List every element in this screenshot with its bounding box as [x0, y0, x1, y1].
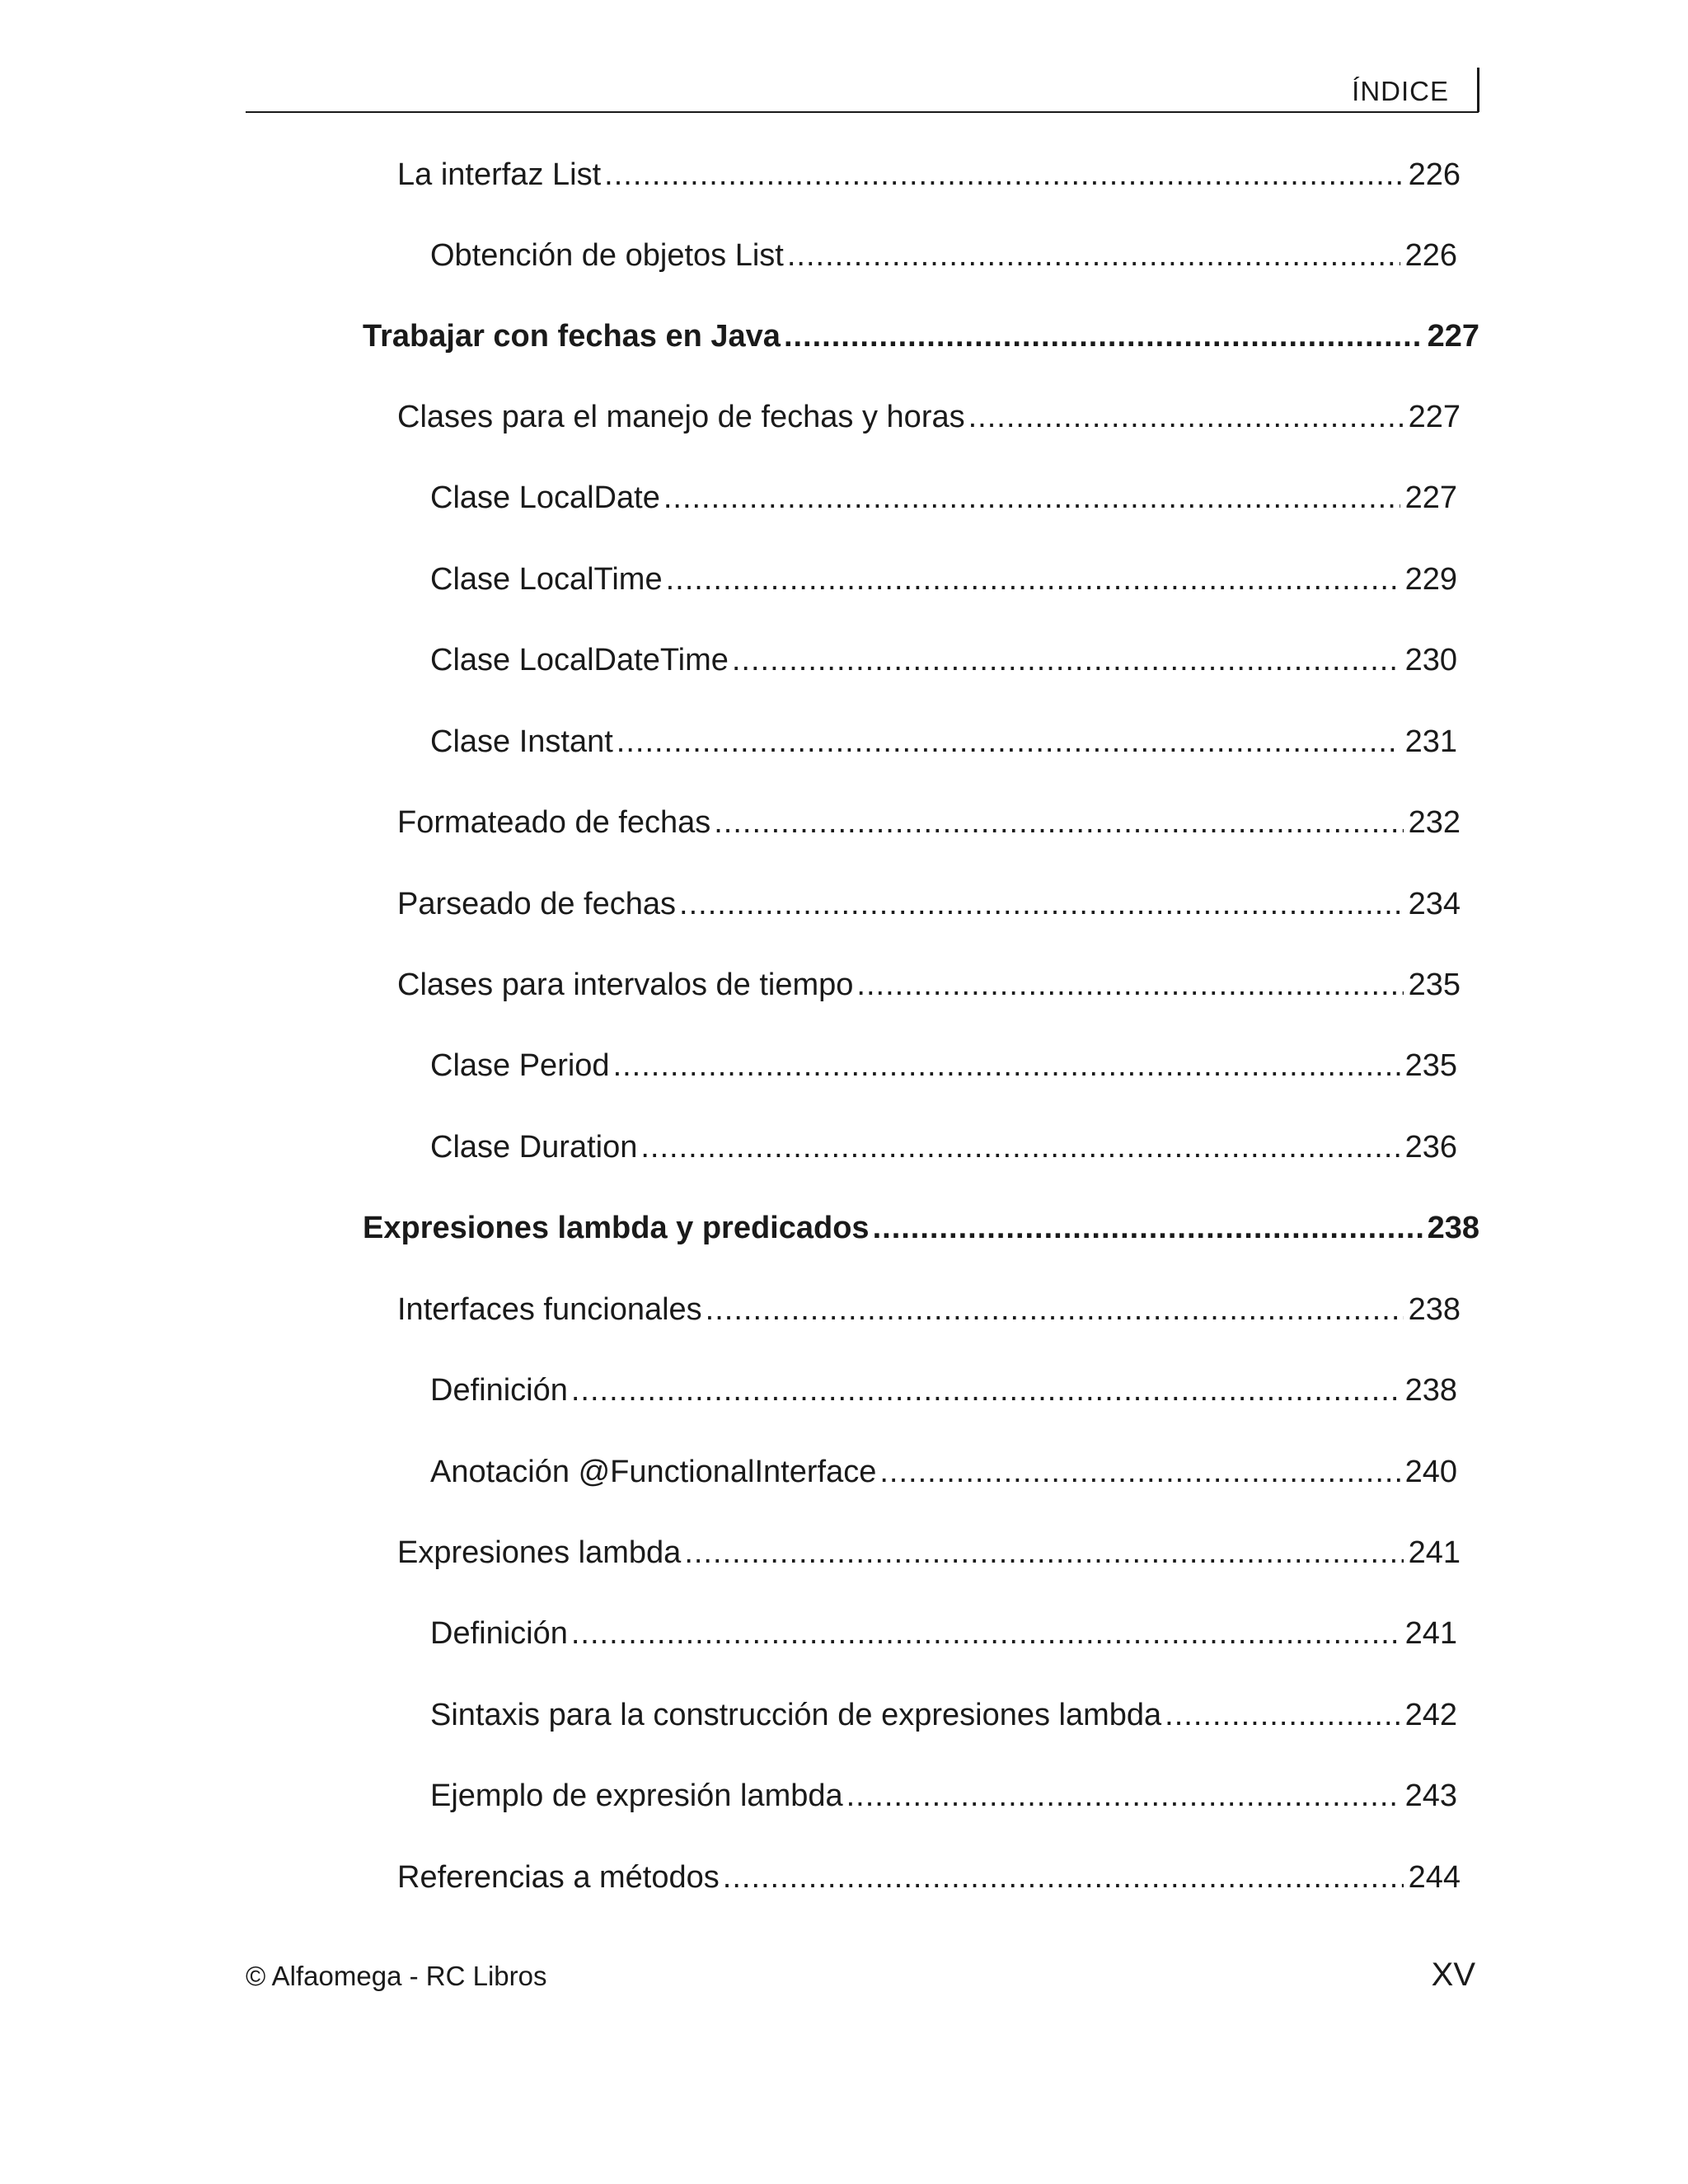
- toc-leader-dots: [571, 1610, 1400, 1657]
- toc-entry[interactable]: [430, 1692, 1457, 1738]
- toc-entry-page: 226: [1404, 238, 1457, 273]
- toc-entry-title: Interfaces funcionales: [397, 1292, 702, 1327]
- footer-page-number: XV: [1431, 1957, 1475, 1993]
- header-rule: [246, 111, 1479, 113]
- toc-entry[interactable]: [430, 719, 1457, 765]
- toc-entry-title: Clase LocalTime: [430, 562, 663, 597]
- toc-entry-page: 241: [1408, 1535, 1461, 1570]
- toc-entry-title: Obtención de objetos List: [430, 238, 784, 273]
- toc-entry-title: Definición: [430, 1616, 568, 1651]
- footer-copyright: © Alfaomega - RC Libros: [246, 1961, 547, 1991]
- toc-entry[interactable]: [397, 1286, 1461, 1333]
- toc-entry-page: 227: [1408, 400, 1461, 434]
- toc-leader-dots: [679, 881, 1404, 927]
- toc-entry[interactable]: [430, 1367, 1457, 1413]
- toc-leader-dots: [706, 1286, 1404, 1333]
- toc-entry-page: 229: [1404, 562, 1457, 597]
- toc-entry-page: 231: [1404, 724, 1457, 759]
- toc-leader-dots: [714, 799, 1403, 846]
- toc-leader-dots: [856, 962, 1403, 1008]
- toc-leader-dots: [617, 719, 1400, 765]
- toc-leader-dots: [571, 1367, 1400, 1413]
- toc-entry[interactable]: [430, 1124, 1457, 1170]
- toc-entry-title: Referencias a métodos: [397, 1860, 720, 1895]
- toc-leader-dots: [604, 152, 1403, 198]
- toc-entry-title: Clase Instant: [430, 724, 613, 759]
- toc-entry-title: Clases para el manejo de fechas y horas: [397, 400, 965, 434]
- toc-entry-page: 235: [1408, 968, 1461, 1002]
- toc-entry-title: Expresiones lambda: [397, 1535, 682, 1570]
- toc-leader-dots: [666, 556, 1400, 602]
- toc-entry-title: Clase LocalDateTime: [430, 643, 729, 677]
- toc-entry[interactable]: [397, 1854, 1461, 1900]
- toc-entry[interactable]: [430, 232, 1457, 279]
- toc-entry[interactable]: [430, 556, 1457, 602]
- toc-entry-page: 235: [1404, 1048, 1457, 1083]
- toc-entry-title: Sintaxis para la construcción de expresiones lambda: [430, 1698, 1162, 1732]
- toc-entry[interactable]: [363, 313, 1479, 359]
- toc-leader-dots: [879, 1449, 1400, 1495]
- toc-entry[interactable]: [363, 1205, 1479, 1251]
- toc-entry-title: Formateado de fechas: [397, 805, 711, 840]
- toc-entry[interactable]: [430, 1773, 1457, 1819]
- toc-entry-page: 227: [1427, 319, 1479, 354]
- toc-entry-title: Expresiones lambda y predicados: [363, 1211, 870, 1245]
- toc-entry-page: 238: [1427, 1211, 1479, 1245]
- toc-entry[interactable]: [397, 152, 1461, 198]
- running-header: ÍNDICE: [1352, 76, 1449, 106]
- toc-entry[interactable]: [397, 881, 1461, 927]
- toc-entry-page: 238: [1408, 1292, 1461, 1327]
- toc-entry-title: Definición: [430, 1373, 568, 1408]
- toc-leader-dots: [613, 1043, 1400, 1089]
- toc-leader-dots: [787, 232, 1400, 279]
- toc-leader-dots: [1165, 1692, 1400, 1738]
- toc-entry[interactable]: [397, 394, 1461, 440]
- toc-entry-page: 230: [1404, 643, 1457, 677]
- toc-entry[interactable]: [397, 799, 1461, 846]
- toc-entry[interactable]: [430, 1449, 1457, 1495]
- toc-entry-page: 226: [1408, 157, 1461, 192]
- toc-entry[interactable]: [397, 1530, 1461, 1576]
- header-rule-tick: [1477, 68, 1479, 112]
- toc-entry-title: Clase Period: [430, 1048, 610, 1083]
- toc-entry-title: Ejemplo de expresión lambda: [430, 1779, 843, 1813]
- toc-leader-dots: [784, 313, 1423, 359]
- toc-entry-page: 240: [1404, 1455, 1457, 1489]
- toc-entry-page: 244: [1408, 1860, 1461, 1895]
- toc-entry-page: 238: [1404, 1373, 1457, 1408]
- toc-entry-page: 242: [1404, 1698, 1457, 1732]
- toc-leader-dots: [663, 475, 1400, 521]
- toc-leader-dots: [640, 1124, 1400, 1170]
- toc-entry[interactable]: [397, 962, 1461, 1008]
- toc-entry-title: Clases para intervalos de tiempo: [397, 968, 854, 1002]
- toc-leader-dots: [732, 637, 1400, 683]
- toc-entry-page: 241: [1404, 1616, 1457, 1651]
- toc-entry-title: Clase Duration: [430, 1130, 638, 1165]
- toc-entry[interactable]: [430, 1610, 1457, 1657]
- toc-entry-page: 227: [1404, 480, 1457, 515]
- toc-entry-title: Trabajar con fechas en Java: [363, 319, 781, 354]
- toc-entry-title: Anotación @FunctionalInterface: [430, 1455, 877, 1489]
- toc-leader-dots: [873, 1205, 1423, 1251]
- toc-leader-dots: [846, 1773, 1400, 1819]
- toc-leader-dots: [684, 1530, 1403, 1576]
- toc-leader-dots: [723, 1854, 1404, 1900]
- toc-entry-page: 243: [1404, 1779, 1457, 1813]
- toc-entry-title: Parseado de fechas: [397, 887, 677, 921]
- toc-entry[interactable]: [430, 637, 1457, 683]
- toc-entry-page: 234: [1408, 887, 1461, 921]
- toc-entry[interactable]: [430, 475, 1457, 521]
- toc-entry[interactable]: [430, 1043, 1457, 1089]
- toc-entry-title: La interfaz List: [397, 157, 602, 192]
- toc-entry-page: 236: [1404, 1130, 1457, 1165]
- toc-entry-title: Clase LocalDate: [430, 480, 660, 515]
- toc-entry-page: 232: [1408, 805, 1461, 840]
- toc-leader-dots: [968, 394, 1404, 440]
